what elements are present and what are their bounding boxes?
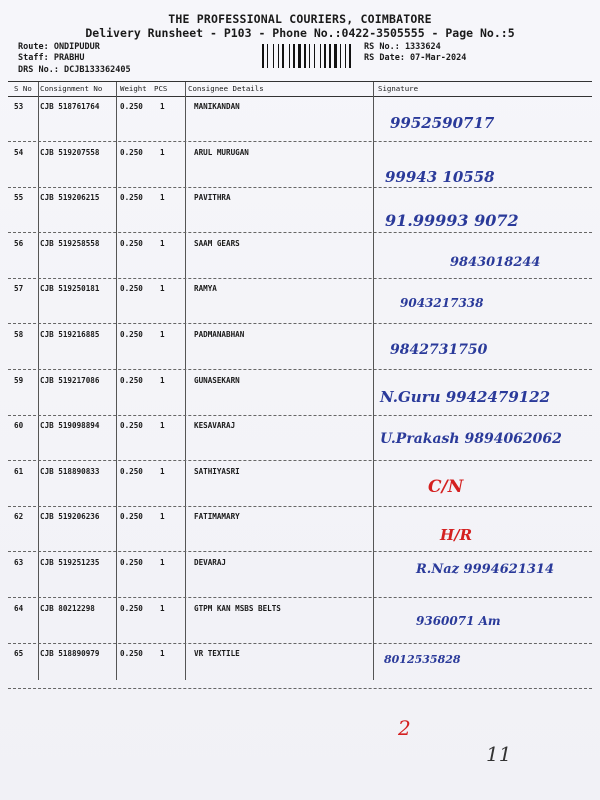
col-consignee: Consignee Details	[188, 84, 264, 93]
barcode-bar	[332, 44, 333, 68]
row-consignment-no: CJB 519207558	[40, 147, 100, 157]
barcode-bar	[282, 44, 284, 68]
row-signature: 9360071 Am	[416, 613, 501, 628]
row-pcs: 1	[160, 102, 165, 111]
row-consignee: PADMANABHAN	[194, 330, 245, 339]
barcode-bar	[309, 44, 310, 68]
row-signature: 9843018244	[450, 254, 541, 270]
row-signature: 9952590717	[390, 114, 495, 132]
row-weight: 0.250	[120, 147, 143, 157]
rs-date: RS Date: 07-Mar-2024	[364, 53, 467, 63]
row-weight: 0.250	[120, 603, 143, 613]
barcode-bar	[291, 44, 292, 68]
barcode-bar	[340, 44, 341, 68]
row-signature: R.Naz 9994621314	[416, 562, 554, 577]
barcode-bar	[273, 44, 274, 68]
row-sno: 64	[14, 603, 24, 613]
barcode-bar	[285, 44, 288, 68]
barcode-bar	[320, 44, 321, 68]
row-consignee: FATIMAMARY	[194, 512, 240, 522]
row-sno: 60	[14, 421, 24, 431]
row-signature: 99943 10558	[385, 167, 495, 186]
table-row	[8, 506, 592, 552]
row-consignment-no: CJB 519216885	[40, 330, 100, 339]
row-signature: 9043217338	[400, 296, 484, 311]
row-consignment-no: CJB 518890833	[40, 466, 100, 476]
row-pcs: 1	[160, 603, 165, 613]
barcode-bar	[280, 44, 281, 68]
table-row	[8, 142, 592, 188]
table-row	[8, 643, 592, 689]
row-signature: H/R	[440, 526, 473, 545]
barcode-bar	[324, 44, 326, 68]
row-signature: N.Guru 9942479122	[380, 387, 551, 406]
barcode-bar	[322, 44, 323, 68]
table-row	[8, 598, 592, 644]
row-consignee: RAMYA	[194, 284, 217, 294]
barcode-bar	[304, 44, 306, 68]
row-consignee: GTPM KAN MSBS BELTS	[194, 603, 281, 613]
table-header	[8, 81, 592, 97]
barcode-bar	[262, 44, 264, 68]
row-signature: U.Prakash 9894062062	[380, 431, 562, 448]
barcode-bar	[269, 44, 272, 68]
barcode-bar	[349, 44, 351, 68]
barcode-bar	[334, 44, 337, 68]
route-label: Route: ONDIPUDUR	[18, 42, 100, 52]
row-consignment-no: CJB 519098894	[40, 421, 100, 431]
row-consignment-no: CJB 519206215	[40, 193, 100, 203]
row-consignee: MANIKANDAN	[194, 102, 240, 111]
row-sno: 57	[14, 284, 24, 294]
row-consignee: DEVARAJ	[194, 558, 227, 567]
company-title: THE PROFESSIONAL COURIERS, COIMBATORE	[168, 12, 432, 26]
row-weight: 0.250	[120, 558, 143, 567]
staff-label: Staff: PRABHU	[18, 53, 85, 63]
row-weight: 0.250	[120, 649, 143, 659]
row-weight: 0.250	[120, 102, 143, 111]
col-weight: Weight	[120, 84, 147, 93]
row-pcs: 1	[160, 558, 165, 567]
barcode-bar	[275, 44, 277, 68]
row-pcs: 1	[160, 421, 165, 431]
row-weight: 0.250	[120, 466, 143, 476]
row-consignment-no: CJB 519217086	[40, 375, 100, 385]
row-signature: 9842731750	[390, 342, 488, 358]
row-pcs: 1	[160, 512, 165, 522]
row-consignee: KESAVARAJ	[194, 421, 236, 431]
row-pcs: 1	[160, 649, 165, 659]
row-weight: 0.250	[120, 193, 143, 203]
col-signature: Signature	[378, 84, 419, 93]
row-pcs: 1	[160, 466, 165, 476]
table-row	[8, 96, 592, 142]
row-pcs: 1	[160, 375, 165, 385]
row-sno: 63	[14, 558, 24, 567]
drs-number: DRS No.: DCJB133362405	[18, 65, 131, 75]
row-sno: 55	[14, 193, 24, 203]
table-row	[8, 233, 592, 279]
runsheet-title: Delivery Runsheet - P103 - Phone No.:0422-3505555 - Page No.:5	[85, 26, 515, 40]
table-row	[8, 324, 592, 370]
row-weight: 0.250	[120, 375, 143, 385]
row-consignment-no: CJB 519206236	[40, 512, 100, 522]
row-sno: 65	[14, 649, 24, 659]
row-pcs: 1	[160, 284, 165, 294]
row-pcs: 1	[160, 238, 165, 248]
row-sno: 62	[14, 512, 24, 522]
barcode-bar	[347, 44, 348, 68]
barcode-bar	[345, 44, 346, 68]
row-consignment-no: CJB 519250181	[40, 284, 100, 294]
row-sno: 61	[14, 466, 24, 476]
row-sno: 54	[14, 147, 24, 157]
row-weight: 0.250	[120, 512, 143, 522]
row-consignee: PAVITHRA	[194, 193, 231, 203]
barcode-bar	[307, 44, 308, 68]
row-consignee: GUNASEKARN	[194, 375, 240, 385]
row-consignment-no: CJB 518890979	[40, 649, 100, 659]
rs-number: RS No.: 1333624	[364, 42, 441, 52]
row-weight: 0.250	[120, 330, 143, 339]
table-row	[8, 552, 592, 598]
row-consignee: ARUL MURUGAN	[194, 147, 249, 157]
row-weight: 0.250	[120, 238, 143, 248]
row-signature: C/N	[428, 476, 464, 497]
row-signature: 8012535828	[384, 653, 461, 667]
barcode	[262, 44, 352, 68]
row-pcs: 1	[160, 147, 165, 157]
row-sno: 59	[14, 375, 24, 385]
handwritten-mark: 11	[486, 742, 512, 766]
row-consignment-no: CJB 518761764	[40, 102, 100, 111]
row-signature: 91.99993 9072	[385, 211, 519, 231]
table-row	[8, 187, 592, 233]
barcode-bar	[278, 44, 279, 68]
row-consignee: SAAM GEARS	[194, 238, 240, 248]
row-divider	[8, 688, 592, 689]
barcode-bar	[342, 44, 344, 68]
row-consignee: VR TEXTILE	[194, 649, 240, 659]
col-consignment: Consignment No	[40, 84, 103, 93]
row-pcs: 1	[160, 193, 165, 203]
table-row	[8, 461, 592, 507]
barcode-bar	[314, 44, 315, 68]
row-consignment-no: CJB 519251235	[40, 558, 100, 567]
row-consignee: SATHIYASRI	[194, 466, 240, 476]
barcode-bar	[338, 44, 339, 68]
row-consignment-no: CJB 80212298	[40, 603, 95, 613]
row-pcs: 1	[160, 330, 165, 339]
barcode-bar	[289, 44, 290, 68]
row-weight: 0.250	[120, 421, 143, 431]
row-sno: 58	[14, 330, 24, 339]
col-sno: S No	[14, 84, 32, 93]
barcode-bar	[298, 44, 301, 68]
barcode-bar	[327, 44, 328, 68]
col-pcs: PCS	[154, 84, 168, 93]
row-weight: 0.250	[120, 284, 143, 294]
barcode-bar	[293, 44, 295, 68]
barcode-bar	[329, 44, 331, 68]
table-row	[8, 370, 592, 416]
barcode-bar	[302, 44, 303, 68]
barcode-bar	[267, 44, 268, 68]
row-consignment-no: CJB 519258558	[40, 238, 100, 248]
barcode-bar	[296, 44, 297, 68]
handwritten-mark: 2	[398, 716, 411, 740]
barcode-bar	[265, 44, 266, 68]
table-row	[8, 415, 592, 461]
row-sno: 53	[14, 102, 24, 111]
row-sno: 56	[14, 238, 24, 248]
table-row	[8, 278, 592, 324]
barcode-bar	[316, 44, 319, 68]
barcode-bar	[311, 44, 313, 68]
